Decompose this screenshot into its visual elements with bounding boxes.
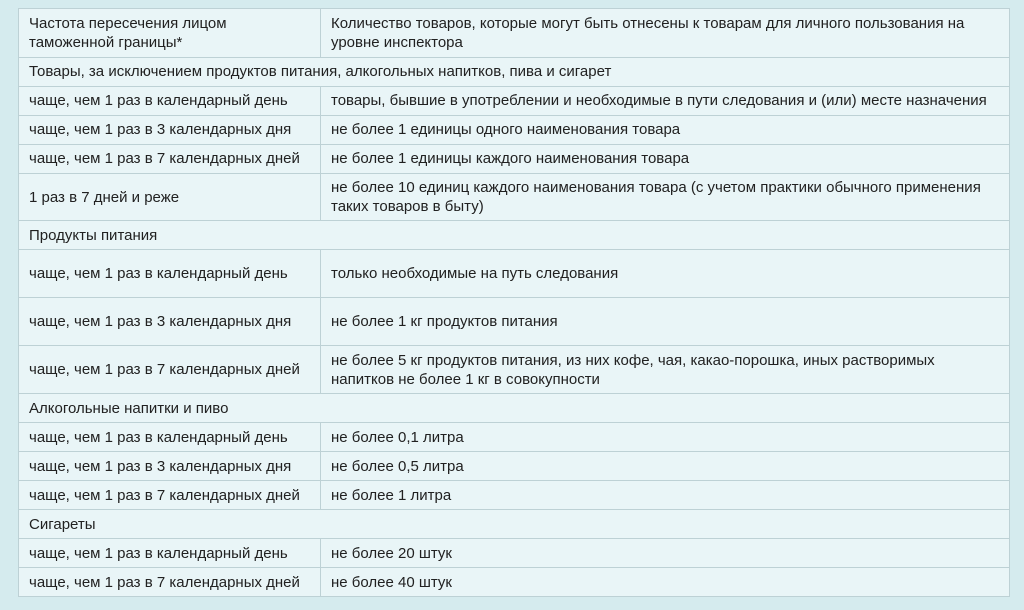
frequency-cell: чаще, чем 1 раз в 3 календарных дня (19, 452, 321, 481)
header-row (19, 9, 1010, 58)
table-row (19, 568, 1010, 597)
quantity-cell: не более 10 единиц каждого наименования товара (с учетом практики обычного применения таких товаров в быту) (321, 174, 1010, 221)
frequency-cell: 1 раз в 7 дней и реже (19, 174, 321, 221)
table-row (19, 298, 1010, 346)
frequency-cell: чаще, чем 1 раз в 7 календарных дней (19, 346, 321, 394)
header-cell-quantity (321, 9, 1010, 58)
section-title-cell: Продукты питания (19, 221, 1010, 250)
table-row (19, 145, 1010, 174)
table-row (19, 346, 1010, 394)
quantity-cell: не более 1 единицы одного наименования товара (321, 116, 1010, 145)
quantity-cell: не более 1 единицы каждого наименования товара (321, 145, 1010, 174)
quantity-cell: только необходимые на путь следования (321, 250, 1010, 298)
table-header (19, 9, 1010, 58)
table-row (19, 452, 1010, 481)
table-row (19, 174, 1010, 221)
table-row (19, 87, 1010, 116)
table-row (19, 423, 1010, 452)
frequency-cell: чаще, чем 1 раз в 3 календарных дня (19, 298, 321, 346)
section-row (19, 58, 1010, 87)
quantity-cell: товары, бывшие в употреблении и необходимые в пути следования и (или) месте назначения (321, 87, 1010, 116)
quantity-cell: не более 5 кг продуктов питания, из них кофе, чая, какао-порошка, иных растворимых напитков не более 1 кг в совокупности (321, 346, 1010, 394)
table-body (19, 58, 1010, 597)
frequency-cell: чаще, чем 1 раз в календарный день (19, 423, 321, 452)
frequency-cell: чаще, чем 1 раз в 7 календарных дней (19, 568, 321, 597)
section-title-cell: Сигареты (19, 510, 1010, 539)
table-row (19, 481, 1010, 510)
quantity-cell: не более 0,5 литра (321, 452, 1010, 481)
quantity-cell: не более 0,1 литра (321, 423, 1010, 452)
quantity-cell: не более 40 штук (321, 568, 1010, 597)
frequency-cell: чаще, чем 1 раз в календарный день (19, 539, 321, 568)
frequency-cell: чаще, чем 1 раз в календарный день (19, 250, 321, 298)
frequency-cell: чаще, чем 1 раз в 7 календарных дней (19, 145, 321, 174)
frequency-cell: чаще, чем 1 раз в календарный день (19, 87, 321, 116)
section-row (19, 394, 1010, 423)
quantity-cell: не более 20 штук (321, 539, 1010, 568)
section-title-cell: Алкогольные напитки и пиво (19, 394, 1010, 423)
section-title-cell: Товары, за исключением продуктов питания, алкогольных напитков, пива и сигарет (19, 58, 1010, 87)
section-row (19, 510, 1010, 539)
table-row (19, 250, 1010, 298)
frequency-cell: чаще, чем 1 раз в 3 календарных дня (19, 116, 321, 145)
header-quantity-label: Количество товаров, которые могут быть отнесены к товарам для личного пользования на уровне инспектора (331, 14, 965, 51)
header-cell-frequency (19, 9, 321, 58)
header-frequency-label: Частота пересечения лицом таможенной границы* (29, 14, 227, 51)
quantity-cell: не более 1 литра (321, 481, 1010, 510)
frequency-cell: чаще, чем 1 раз в 7 календарных дней (19, 481, 321, 510)
table-row (19, 116, 1010, 145)
table-row (19, 539, 1010, 568)
customs-allowance-table (18, 8, 1010, 597)
quantity-cell: не более 1 кг продуктов питания (321, 298, 1010, 346)
section-row (19, 221, 1010, 250)
